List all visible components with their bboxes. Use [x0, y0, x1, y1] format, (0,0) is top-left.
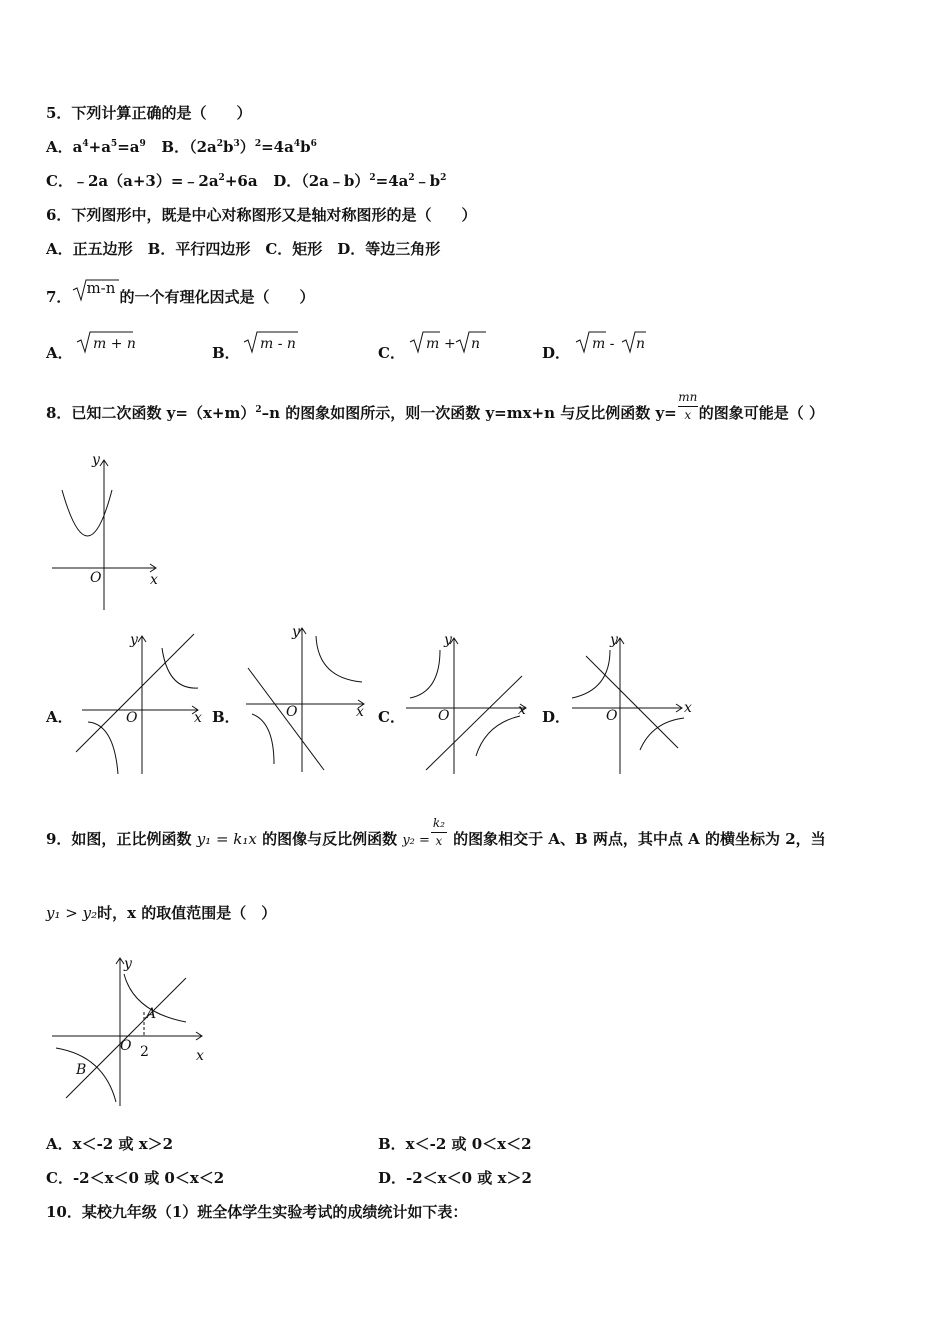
q8-parabola-figure [50, 450, 170, 612]
q7-stem: 7． m-n 的一个有理化因式是（ ） [46, 279, 315, 306]
svg-text:n: n [471, 336, 481, 352]
svg-text:O: O [606, 708, 618, 724]
q8-option-a-label: A． [46, 708, 73, 726]
q10-stem: 10．某校九年级（1）班全体学生实验考试的成绩统计如下表： [46, 1203, 468, 1221]
q7-a-radical [75, 330, 135, 354]
svg-text:y: y [124, 956, 132, 972]
svg-text:y: y [92, 452, 100, 468]
svg-text:2: 2 [140, 1044, 149, 1060]
q9-option-a: A．x＜-2 或 x＞2 [46, 1135, 174, 1153]
q7-option-b-label: B． [212, 344, 240, 362]
svg-text:x: x [196, 1048, 204, 1064]
svg-text:m + n: m + n [93, 336, 136, 352]
svg-text:y: y [610, 632, 618, 648]
q8-option-d-graph [568, 628, 698, 776]
svg-text:x: x [684, 700, 692, 716]
q9-stem-line1: 9．如图，正比例函数 y₁ = k₁x 的图像与反比例函数 y₂ = $\frac{\text{k₂}}{x}$ 的图象相交于 A、B 两点，其中点 A 的横坐标为 2，当 [46, 816, 826, 848]
svg-text:y: y [444, 632, 452, 648]
q6-stem: 6．下列图形中，既是中心对称图形又是轴对称图形的是（ ） [46, 206, 477, 224]
q7-option-d-label: D． [542, 344, 571, 362]
q7-d-radical [574, 330, 646, 354]
q7-option-a-label: A． [46, 344, 73, 362]
q5-row1: A．$a^4+a^5=a^9$ B．$(2a^2b^3)^2=4a^4b^6$ [46, 138, 317, 156]
q7-b-radical [242, 330, 302, 354]
svg-text:+: + [444, 336, 456, 352]
q7-c-radical [408, 330, 480, 354]
q7-option-c-label: C． [378, 344, 405, 362]
svg-text:m: m [426, 336, 440, 352]
svg-text:m -: m - [592, 336, 615, 352]
q9-option-d: D．-2＜x＜0 或 x＞2 [378, 1169, 532, 1187]
svg-text:O: O [438, 708, 450, 724]
svg-text:y: y [292, 624, 300, 640]
q8-option-c-graph [402, 628, 532, 776]
svg-text:O: O [126, 710, 138, 726]
q8-option-c-label: C． [378, 708, 405, 726]
q9-figure [50, 952, 210, 1108]
svg-text:O: O [120, 1038, 132, 1054]
q8-option-d-label: D． [542, 708, 571, 726]
svg-text:x: x [356, 704, 364, 720]
svg-text:O: O [286, 704, 298, 720]
svg-text:x: x [194, 710, 202, 726]
q6-options: A．正五边形 B．平行四边形 C．矩形 D．等边三角形 [46, 240, 441, 258]
svg-text:n: n [636, 336, 646, 352]
svg-text:y: y [130, 632, 138, 648]
q5-stem: 5．下列计算正确的是（ ） [46, 104, 252, 122]
q8-option-b-label: B． [212, 708, 240, 726]
svg-text:A: A [146, 1006, 157, 1022]
q8-option-a-graph [72, 628, 212, 776]
q8-option-b-graph [240, 622, 370, 774]
q5-row2: C．$﹣2a(a+3)=﹣2a^2+6a$ D．$(2a﹣b)^2=4a^2﹣b^2$ [46, 172, 447, 190]
svg-text:m - n: m - n [260, 336, 296, 352]
svg-text:x: x [518, 702, 526, 718]
svg-text:x: x [150, 572, 158, 588]
q8-stem: 8．已知二次函数 $y=(x+m)^2-n$ 的图象如图所示，则一次函数 y=mx+n 与反比例函数 y= $\frac{mn}{x}$ 的图象可能是（ ） [46, 390, 824, 422]
q9-option-c: C．-2＜x＜0 或 0＜x＜2 [46, 1169, 225, 1187]
svg-text:B: B [76, 1062, 87, 1078]
svg-text:O: O [90, 570, 102, 586]
q9-option-b: B．x＜-2 或 0＜x＜2 [378, 1135, 532, 1153]
q9-stem-line2: y₁ > y₂时，x 的取值范围是（ ） [46, 904, 277, 922]
